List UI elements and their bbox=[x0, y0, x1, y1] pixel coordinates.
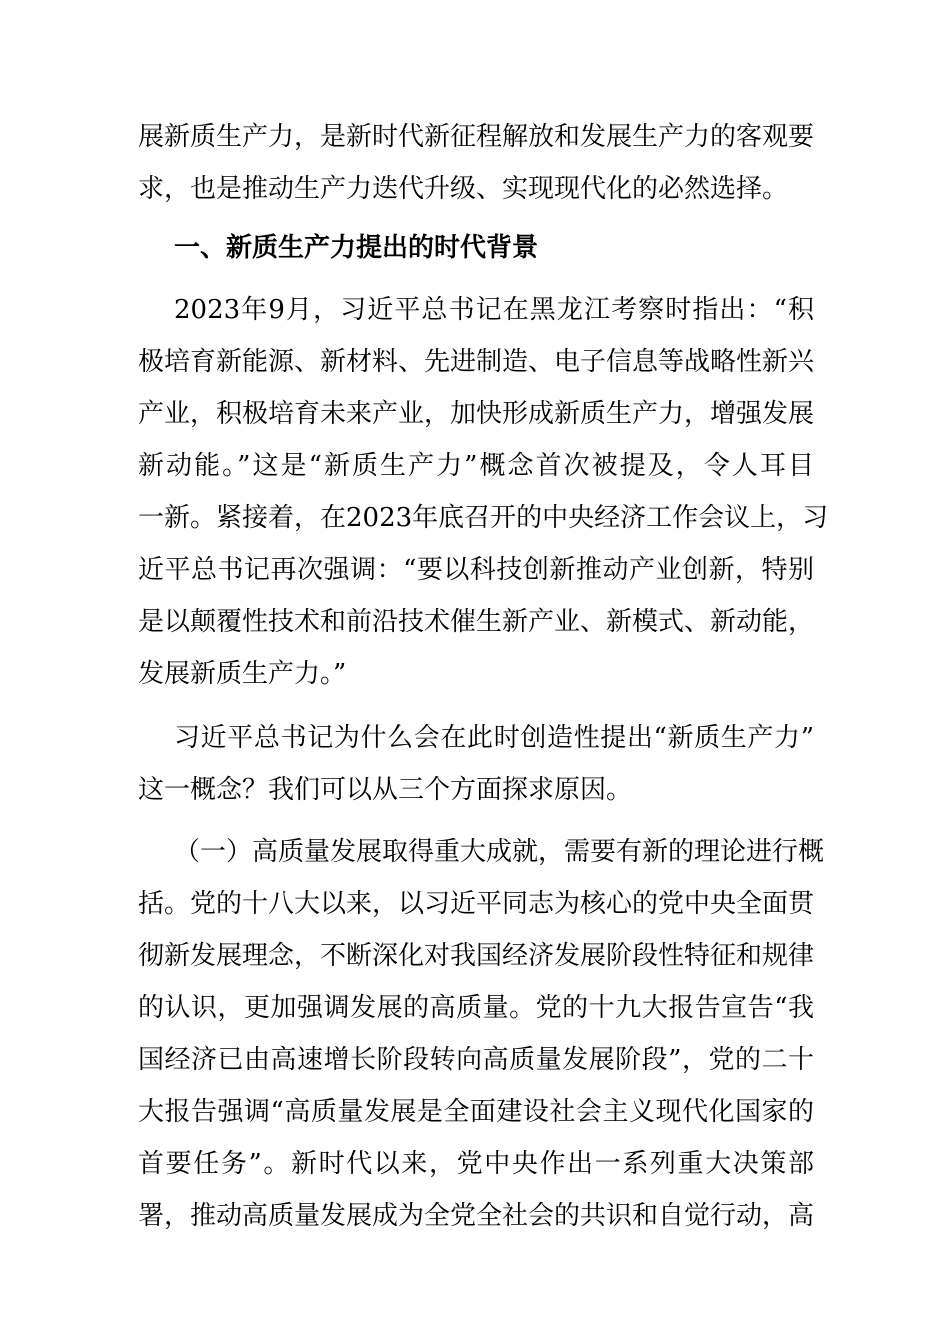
paragraph-line: 近平总书记再次强调：“要以科技创新推动产业创新，特别 bbox=[138, 555, 814, 585]
paragraph-line: 大报告强调“高质量发展是全面建设社会主义现代化国家的 bbox=[138, 1097, 814, 1127]
paragraph-line: （一）高质量发展取得重大成就，需要有新的理论进行概 bbox=[174, 837, 825, 867]
paragraph-line: 新动能。”这是“新质生产力”概念首次被提及，令人耳目 bbox=[138, 451, 814, 481]
paragraph-line: 这一概念？我们可以从三个方面探求原因。 bbox=[138, 775, 633, 805]
paragraph-line: 产业，积极培育未来产业，加快形成新质生产力，增强发展 bbox=[138, 399, 815, 429]
paragraph-line: 括。党的十八大以来，以习近平同志为核心的党中央全面贯 bbox=[138, 889, 815, 919]
paragraph-line: 极培育新能源、新材料、先进制造、电子信息等战略性新兴 bbox=[138, 347, 815, 377]
intro-line: 求，也是推动生产力迭代升级、实现现代化的必然选择。 bbox=[138, 174, 789, 204]
section-heading: 一、新质生产力提出的时代背景 bbox=[174, 233, 539, 263]
paragraph-line: 彻新发展理念，不断深化对我国经济发展阶段性特征和规律 bbox=[138, 941, 815, 971]
paragraph-line: 首要任务”。新时代以来，党中央作出一系列重大决策部 bbox=[138, 1149, 814, 1179]
paragraph-line: 是以颠覆性技术和前沿技术催生新产业、新模式、新动能， bbox=[138, 607, 815, 637]
paragraph-line: 2023年9月，习近平总书记在黑龙江考察时指出：“积 bbox=[174, 295, 814, 325]
intro-line: 展新质生产力，是新时代新征程解放和发展生产力的客观要 bbox=[138, 122, 815, 152]
paragraph-line: 的认识，更加强调发展的高质量。党的十九大报告宣告“我 bbox=[138, 993, 814, 1023]
paragraph-line: 发展新质生产力。” bbox=[138, 659, 347, 689]
paragraph-line: 习近平总书记为什么会在此时创造性提出“新质生产力” bbox=[174, 723, 814, 753]
paragraph-line: 一新。紧接着，在2023年底召开的中央经济工作会议上，习 bbox=[138, 503, 829, 533]
paragraph-line: 国经济已由高速增长阶段转向高质量发展阶段”，党的二十 bbox=[138, 1045, 814, 1075]
paragraph-line: 署，推动高质量发展成为全党全社会的共识和自觉行动，高 bbox=[138, 1201, 815, 1231]
